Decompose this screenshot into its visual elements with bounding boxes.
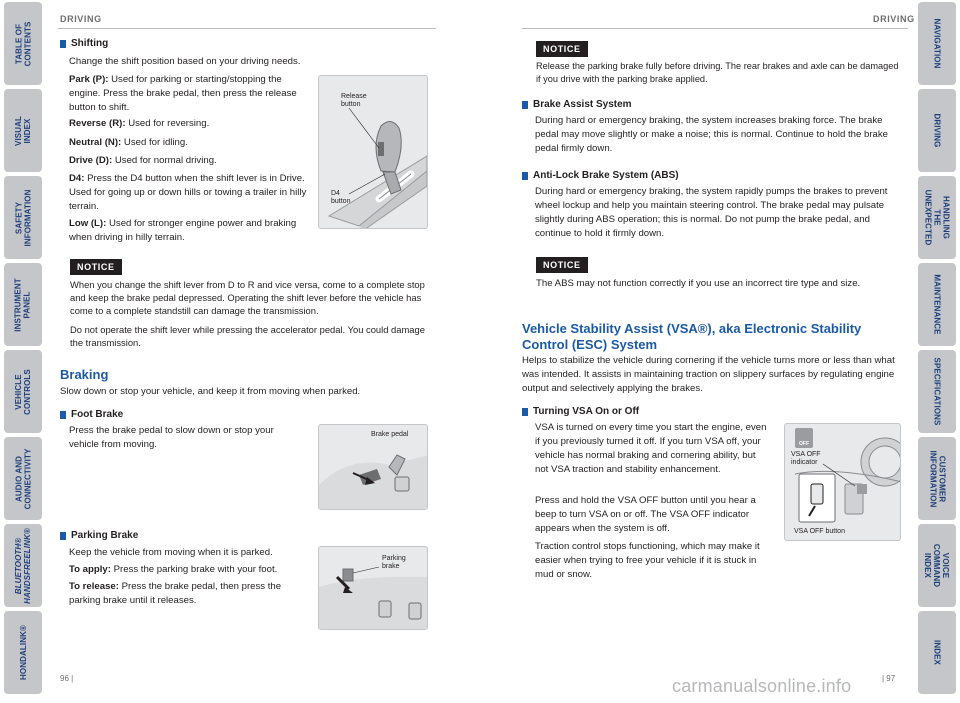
foot-brake-subheading: Foot Brake [60,409,123,420]
foot-brake-text: Press the brake pedal to slow down or stop your vehicle from moving. [69,425,274,450]
parking-brake-illustration [319,547,428,630]
bullet-square-icon [60,411,66,419]
tab-navigation[interactable]: NAVIGATION [918,2,956,85]
tab-index[interactable]: INDEX [918,611,956,694]
parking-brake-label: Parking brake [382,555,406,570]
watermark: carmanualsonline.info [672,676,852,696]
brake-pedal-figure [318,424,428,510]
vsa-heading: Vehicle Stability Assist (VSA®), aka Electronic Stability Control (ESC) System [522,321,862,352]
right-page-number: | 97 [882,674,896,683]
notice-abs-text: The ABS may not function correctly if you use an incorrect tire type and size. [536,278,861,289]
tab-specifications[interactable]: SPECIFICATIONS [918,350,956,433]
shift-d4: D4: Press the D4 button when the shift lever is in Drive. Used for going up or down hills or towing a trailer in hilly terrain. [69,173,307,212]
turning-vsa-p3: Traction control stops functioning, which may make it easier when trying to free your vehicle if it is stuck in mud or snow. [535,541,760,580]
notice-shift-text-2: Do not operate the shift lever while pressing the accelerator pedal. You could damage the transmission. [70,324,425,348]
bullet-square-icon [60,40,66,48]
shift-lever-figure [318,75,428,229]
right-section-tabs [914,0,960,703]
tab-vehicle-controls[interactable]: VEHICLE CONTROLS [4,350,42,433]
brake-assist-subheading: Brake Assist System [522,99,632,110]
tab-bluetooth-handsfreelink[interactable]: BLUETOOTH® HANDSFREELINK® [4,524,42,607]
right-header-rule [522,28,908,29]
parking-brake-subheading: Parking Brake [60,530,138,541]
tab-audio-connectivity[interactable]: AUDIO AND CONNECTIVITY [4,437,42,520]
shift-lever-illustration [319,76,428,229]
parking-brake-apply: To apply: Press the parking brake with your foot. [69,564,278,575]
parking-brake-intro: Keep the vehicle from moving when it is parked. [69,547,273,558]
shifting-subheading: Shifting [60,38,108,49]
braking-heading: Braking [60,367,109,382]
vsa-off-figure [784,423,901,541]
shift-drive: Drive (D): Used for normal driving. [69,155,217,166]
vsa-off-button-label: VSA OFF button [794,528,845,535]
turning-vsa-p2: Press and hold the VSA OFF button until you hear a beep to turn VSA on or off. The VSA OFF indicator appears when the system is off. [535,495,756,534]
left-running-head: DRIVING [60,14,102,24]
tab-instrument-panel[interactable]: INSTRUMENT PANEL [4,263,42,346]
notice-shift-text-1: When you change the shift lever from D to R and vice versa, come to a complete stop and keep the brake pedal depressed. Operating the shift lever before the vehicle has come to a complete standstill can damage the transmission. [70,279,425,316]
release-button-label: Release button [341,93,367,108]
left-page-number: 96 | [60,674,74,683]
tab-table-of-contents[interactable]: TABLE OF CONTENTS [4,2,42,85]
parking-brake-figure [318,546,428,630]
shift-neutral: Neutral (N): Used for idling. [69,137,188,148]
brake-pedal-label: Brake pedal [371,431,409,438]
notice-badge-shift: NOTICE [70,259,122,275]
tab-handling-unexpected[interactable]: HANDLING THE UNEXPECTED [918,176,956,259]
notice-badge-parking: NOTICE [536,41,588,57]
bullet-square-icon [522,101,528,109]
tab-voice-command-index[interactable]: VOICE COMMAND INDEX [918,524,956,607]
shift-park: Park (P): Used for parking or starting/stopping the engine. Press the brake pedal, then press the release button to shift. [69,74,297,113]
notice-parking-text: Release the parking brake fully before driving. The rear brakes and axle can be damaged if you drive with the parking brake applied. [536,61,899,84]
bullet-square-icon [60,532,66,540]
tab-customer-information[interactable]: CUSTOMER INFORMATION [918,437,956,520]
turning-vsa-p1: VSA is turned on every time you start the engine, even if you previously turned it off. If you turn VSA off, your vehicle has normal braking and cornering ability, but not VSA traction and stability enhancement. [535,422,767,475]
right-running-head: DRIVING [873,14,915,24]
vsa-off-icon: OFF [795,428,813,448]
abs-text: During hard or emergency braking, the system rapidly pumps the brakes to prevent wheel lockup and help you maintain steering control. The brake pedal may pulsate slightly during ABS operation; this is normal. Do not pump the brake pedal, and continue to hold it firmly down. [535,186,888,239]
shift-reverse: Reverse (R): Used for reversing. [69,118,210,129]
parking-brake-release: To release: Press the brake pedal, then press the parking brake until it releases. [69,581,282,606]
tab-visual-index[interactable]: VISUAL INDEX [4,89,42,172]
bullet-square-icon [522,172,528,180]
tab-hondalink[interactable]: HONDALINK® [4,611,42,694]
shift-low: Low (L): Used for stronger engine power and braking when driving in hilly terrain. [69,218,297,243]
notice-badge-abs: NOTICE [536,257,588,273]
d4-button-label: D4 button [331,190,351,205]
vsa-intro: Helps to stabilize the vehicle during cornering if the vehicle turns more or less than what was intended. It assists in maintaining traction on slippery surfaces by regulating engine output and selectively applying the brakes. [522,355,895,394]
tab-maintenance[interactable]: MAINTENANCE [918,263,956,346]
abs-subheading: Anti-Lock Brake System (ABS) [522,170,679,181]
tab-driving[interactable]: DRIVING [918,89,956,172]
vsa-off-indicator-label: VSA OFF indicator [791,451,821,466]
tab-safety-information[interactable]: SAFETY INFORMATION [4,176,42,259]
brake-assist-text: During hard or emergency braking, the system increases braking force. The brake pedal may move slightly or make a noise; this is normal. Continue to hold the brake pedal firmly down. [535,115,889,154]
turning-vsa-subheading: Turning VSA On or Off [522,406,639,417]
braking-intro: Slow down or stop your vehicle, and keep it from moving when parked. [60,386,361,397]
bullet-square-icon [522,408,528,416]
left-header-rule [58,28,436,29]
left-section-tabs [0,0,46,703]
shifting-intro: Change the shift position based on your driving needs. [69,56,301,67]
